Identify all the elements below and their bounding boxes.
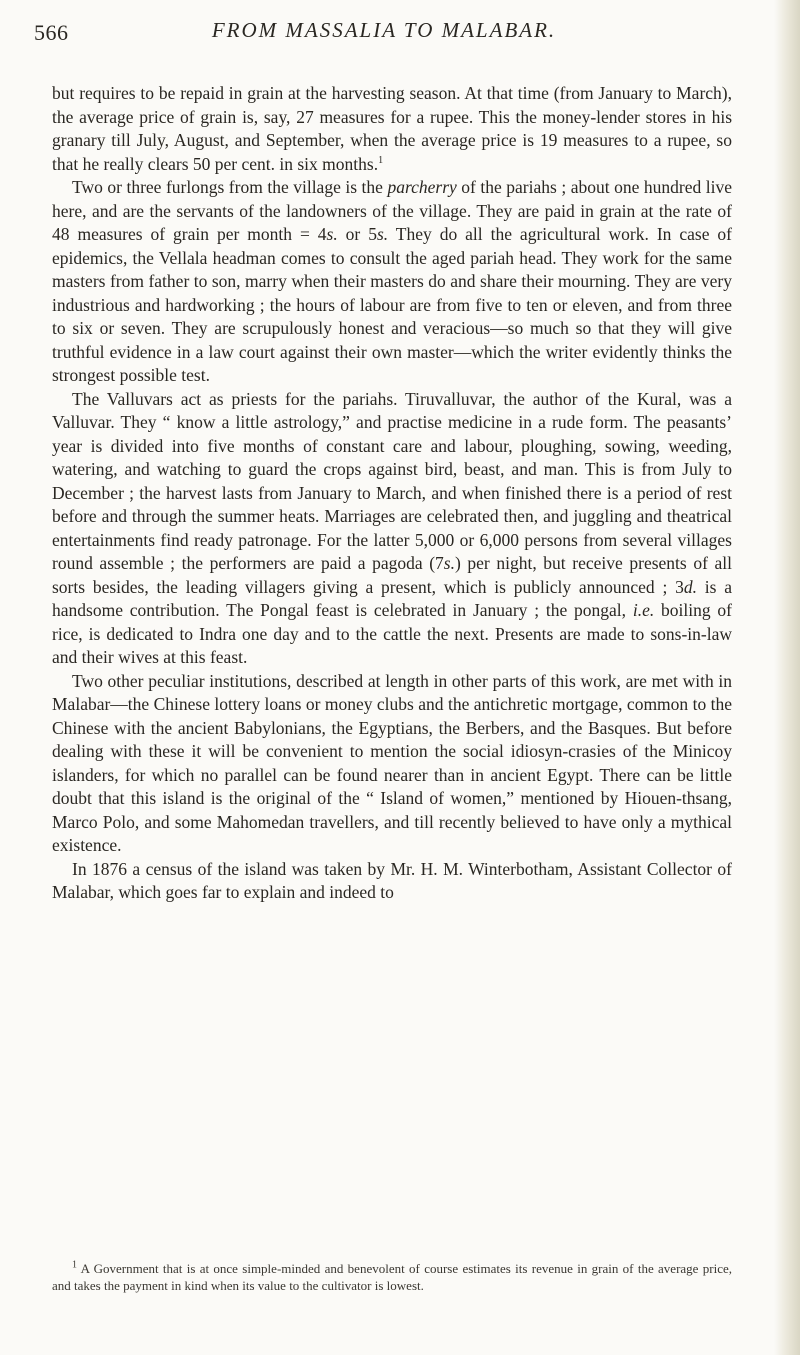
body-text: [52, 82, 732, 905]
text-run: boiling of rice, is dedicated to Indra one day and to the cattle the next. Presents are made to sons-in-law and their wives at this feast.: [52, 600, 732, 667]
italic-text: i.e.: [632, 600, 655, 620]
italic-text: d.: [683, 576, 697, 597]
footnote-paragraph: [52, 1260, 732, 1294]
text-run: or 5: [337, 224, 377, 244]
text-run: The Valluvars act as priests for the pariahs. Tiruvalluvar, the author of the Kural, was a Valluvar. They “ know a little astrology,” and practise medicine in a rude form. The peasants’ year is divided into five months of constant care and labour, ploughing, sowing, weeding, watering, and watching to guard the crops against bird, beast, and man. This is from July to December ; the harvest lasts from January to March, and when finished there is a period of rest before and through the summer heats. Marriages are celebrated then, and juggling and theatrical entertainments find ready patronage. For the latter 5,000 or 6,000 persons from several villages round assemble ; the performers are paid a pagoda (7: [52, 388, 732, 573]
text-run: ) per night, but receive presents of all sorts besides, the leading villagers giving a present, which is publicly announced ; 3: [52, 553, 732, 597]
text-run: They do all the agricultural work. In case of epidemics, the Vellala headman comes to consult the aged pariah head. They work for the same masters from father to son, marry when their masters do and share their mourning. They are very industrious and hardworking ; the hours of labour are from five to ten or eleven, and from three to six or seven. They are scrupulously honest and veracious—so much so that they will give truthful evidence in a law court against their own master—which the writer evidently thinks the strongest possible test.: [52, 224, 733, 385]
italic-text: parcherry: [387, 177, 457, 197]
paragraph: [52, 82, 732, 176]
paragraph: [52, 670, 732, 858]
footnote-text: A Government that is at once simple-minded and benevolent of course estimates its revenue in grain of the average price, and takes the payment in kind when its value to the cultivator is lowest.: [52, 1261, 732, 1293]
page-edge-shadow: [774, 0, 800, 1355]
text-run: is a handsome contribution. The Pongal feast is celebrated in January ; the pongal,: [52, 576, 732, 620]
text-run: Two or three furlongs from the village is the: [72, 177, 388, 197]
paragraph: [52, 176, 732, 388]
text-run: but requires to be repaid in grain at the harvesting season. At that time (from January to March), the average price of grain is, say, 27 measures for a rupee. This the money-lender stores in his granary till July, August, and September, when the average price is 19 measures to a rupee, so that he really clears 50 per cent. in six months.: [52, 83, 732, 174]
text-run: In 1876 a census of the island was taken by Mr. H. M. Winterbotham, Assistant Collector of Malabar, which goes far to explain and indeed to: [52, 858, 732, 902]
text-run: of the pariahs ; about one hundred live here, and are the servants of the landowners of the village. They are paid in grain at the rate of 48 measures of grain per month = 4: [52, 177, 732, 244]
italic-text: s.: [376, 224, 389, 244]
italic-text: s.: [326, 224, 338, 244]
page-header: [34, 16, 734, 56]
italic-text: s.: [443, 553, 455, 573]
page-number: 566: [34, 20, 69, 45]
footnote-marker: 1: [72, 1259, 77, 1271]
footnote-ref: 1: [378, 154, 384, 166]
paragraph: [52, 388, 732, 670]
paragraph: [52, 858, 732, 905]
running-title: FROM MASSALIA TO MALABAR.: [211, 18, 557, 42]
footnote: [52, 1260, 732, 1294]
text-run: Two other peculiar institutions, described at length in other parts of this work, are met with in Malabar—the Chinese lottery loans or money clubs and the antichretic mortgage, common to the Chinese with the ancient Babylonians, the Egyptians, the Berbers, and the Basques. But before dealing with these it will be convenient to mention the social idiosyn-crasies of the Minicoy islanders, for which no parallel can be found nearer than in ancient Egypt. There can be little doubt that this island is the original of the “ Island of women,” mentioned by Hiouen-thsang, Marco Polo, and some Mahomedan travellers, and till recently believed to have only a mythical existence.: [52, 670, 732, 855]
